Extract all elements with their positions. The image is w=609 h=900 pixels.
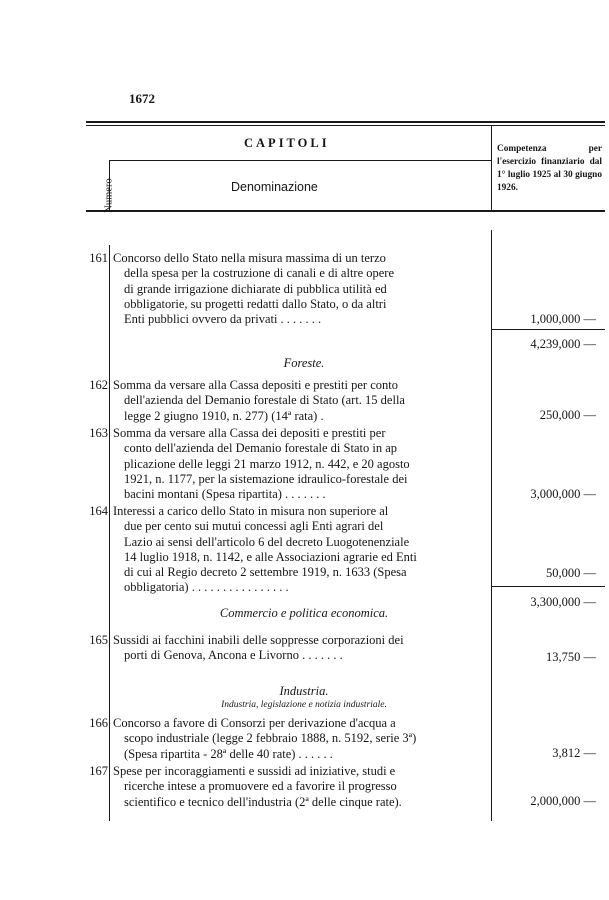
number-column-label: Numero bbox=[103, 178, 115, 213]
entry-amount: 3,812 — bbox=[552, 746, 596, 760]
entry-amount: 3,000,000 — bbox=[530, 487, 596, 501]
entry-text: Concorso dello Stato nella misura massima di un terzo della spesa per la costruzione di canali e di altre opere di grande irrigazione dichiarate di pubblica utilità ed obbligatorie, su progetti redatti dallo Stato, o da altri Enti pubblici ovvero da privati . . . . . . . bbox=[113, 251, 395, 327]
section-heading: Foreste. bbox=[283, 356, 325, 370]
entry-amount: 250,000 — bbox=[539, 408, 596, 422]
entry-text: Sussidi ai facchini inabili delle soppresse corporazioni dei porti di Genova, Ancona e Livorno . . . . . . . bbox=[113, 633, 404, 663]
header-col-divider bbox=[491, 125, 492, 211]
entry-amount: 2,000,000 — bbox=[530, 794, 596, 808]
section-heading: Commercio e politica economica. bbox=[219, 606, 389, 620]
entry-text: Concorso a favore di Consorzi per derivazione d'acqua a scopo industriale (legge 2 febbraio 1888, n. 5192, serie 3ª) (Spesa ripartita - 28ª delle 40 rate) . . . . . . bbox=[113, 716, 417, 761]
header-bottom-rule bbox=[86, 210, 605, 212]
subtotal-amount: 3,300,000 — bbox=[530, 595, 596, 609]
section-heading: Industria. bbox=[279, 684, 329, 698]
entry-amount: 50,000 — bbox=[546, 566, 596, 580]
subtotal-rule bbox=[491, 329, 605, 330]
section-subheading: Industria, legislazione e notizia industriale. bbox=[221, 700, 387, 710]
header-sub-rule bbox=[109, 160, 491, 161]
header-top-rule bbox=[86, 121, 605, 123]
entry-number: 163 bbox=[89, 426, 108, 440]
subtotal-rule bbox=[491, 586, 605, 587]
entry-number: 162 bbox=[89, 378, 108, 392]
entry-text: Somma da versare alla Cassa dei depositi e prestiti per conto dell'azienda del Demanio forestale di Stato in ap plicazione delle leggi 21 marzo 1912, n. 442, e 20 agosto 1921, n. 1177, per la sistemazione idraulico-forestale dei bacini montani (Spesa ripartita) . . . . . . . bbox=[113, 426, 410, 502]
entry-text: Somma da versare alla Cassa depositi e prestiti per conto dell'azienda del Demanio forestale di Stato (art. 15 della legge 2 giugno 1910, n. 277) (14ª rata) . bbox=[113, 378, 405, 423]
header-top-rule-thin bbox=[86, 125, 605, 126]
entry-number: 165 bbox=[89, 633, 108, 647]
chapters-heading: CAPITOLI bbox=[244, 136, 330, 150]
entry-amount: 13,750 — bbox=[546, 650, 596, 664]
competence-column-label: Competenza per l'esercizio finanziario dal 1° luglio 1925 al 30 giugno 1926. bbox=[497, 144, 602, 193]
entry-text: Spese per incoraggiamenti e sussidi ad iniziative, studi e ricerche intese a promuovere ed a favorire il progresso scientifico e tecnico dell'industria (2ª delle cinque rate). bbox=[113, 764, 402, 809]
denomination-column-label: Denominazione bbox=[231, 180, 318, 194]
subtotal-amount: 4,239,000 — bbox=[530, 337, 596, 351]
entry-amount: 1,000,000 — bbox=[530, 312, 596, 326]
entry-number: 166 bbox=[89, 716, 108, 730]
number-column-rule bbox=[109, 245, 110, 821]
entry-number: 161 bbox=[89, 251, 108, 265]
entry-number: 164 bbox=[89, 504, 108, 518]
page-number: 1672 bbox=[129, 91, 155, 106]
entry-number: 167 bbox=[89, 764, 108, 778]
entry-text: Interessi a carico dello Stato in misura non superiore al due per cento sui mutui concessi agli Enti agrari del Lazio ai sensi dell'articolo 6 del decreto Luogotenenziale 14 luglio 1918, n. 1142, e alle Associazioni agrarie ed Enti di cui al Regio decreto 2 settembre 1919, n. 1633 (Spesa obbligatoria) . . . . . . . . . . . . . . . . bbox=[113, 504, 417, 595]
